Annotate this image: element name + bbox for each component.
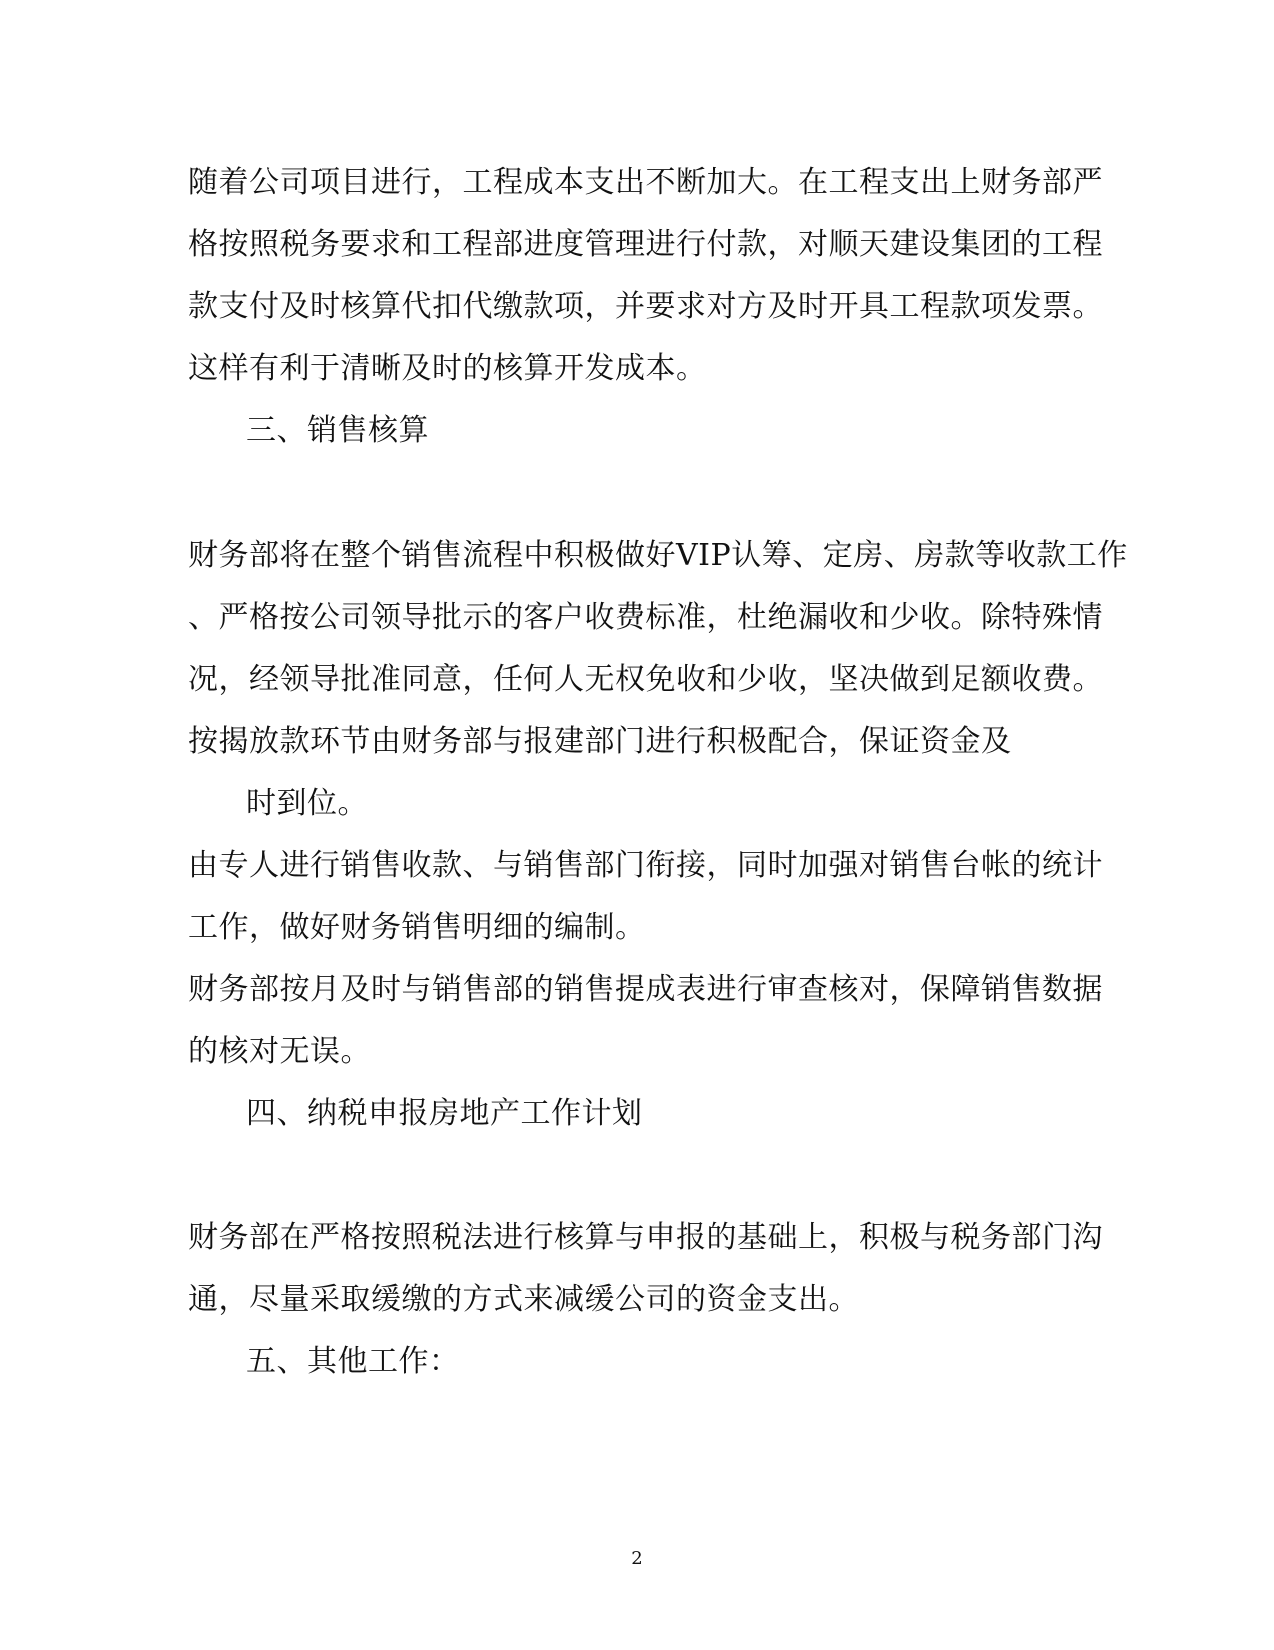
text-line: 按揭放款环节由财务部与报建部门进行积极配合，保证资金及 [188, 724, 1012, 759]
text-line: 随着公司项目进行，工程成本支出不断加大。在工程支出上财务部严 [188, 165, 1103, 200]
page-number: 2 [631, 1548, 643, 1569]
section-heading-sales: 三、销售核算 [246, 413, 429, 448]
section-heading-tax: 四、纳税申报房地产工作计划 [246, 1096, 643, 1131]
text-line: 格按照税务要求和工程部进度管理进行付款，对顺天建设集团的工程 [188, 227, 1103, 262]
text-line: 由专人进行销售收款、与销售部门衔接，同时加强对销售台帐的统计 [188, 848, 1103, 883]
text-line: 、严格按公司领导批示的客户收费标准，杜绝漏收和少收。除特殊情 [188, 600, 1103, 635]
text-line: 通，尽量采取缓缴的方式来减缓公司的资金支出。 [188, 1282, 859, 1317]
text-line: 财务部在严格按照税法进行核算与申报的基础上，积极与税务部门沟 [188, 1220, 1103, 1255]
text-line: 的核对无误。 [188, 1034, 371, 1069]
section-heading-other: 五、其他工作： [246, 1344, 460, 1379]
text-line: 财务部按月及时与销售部的销售提成表进行审查核对，保障销售数据 [188, 972, 1103, 1007]
text-line: 财务部将在整个销售流程中积极做好VIP认筹、定房、房款等收款工作 [188, 538, 1128, 573]
text-line: 工作，做好财务销售明细的编制。 [188, 910, 646, 945]
text-line: 这样有利于清晰及时的核算开发成本。 [188, 351, 707, 386]
text-line: 时到位。 [246, 786, 368, 821]
text-line: 况，经领导批准同意，任何人无权免收和少收，坚决做到足额收费。 [188, 662, 1103, 697]
text-line: 款支付及时核算代扣代缴款项，并要求对方及时开具工程款项发票。 [188, 289, 1103, 324]
